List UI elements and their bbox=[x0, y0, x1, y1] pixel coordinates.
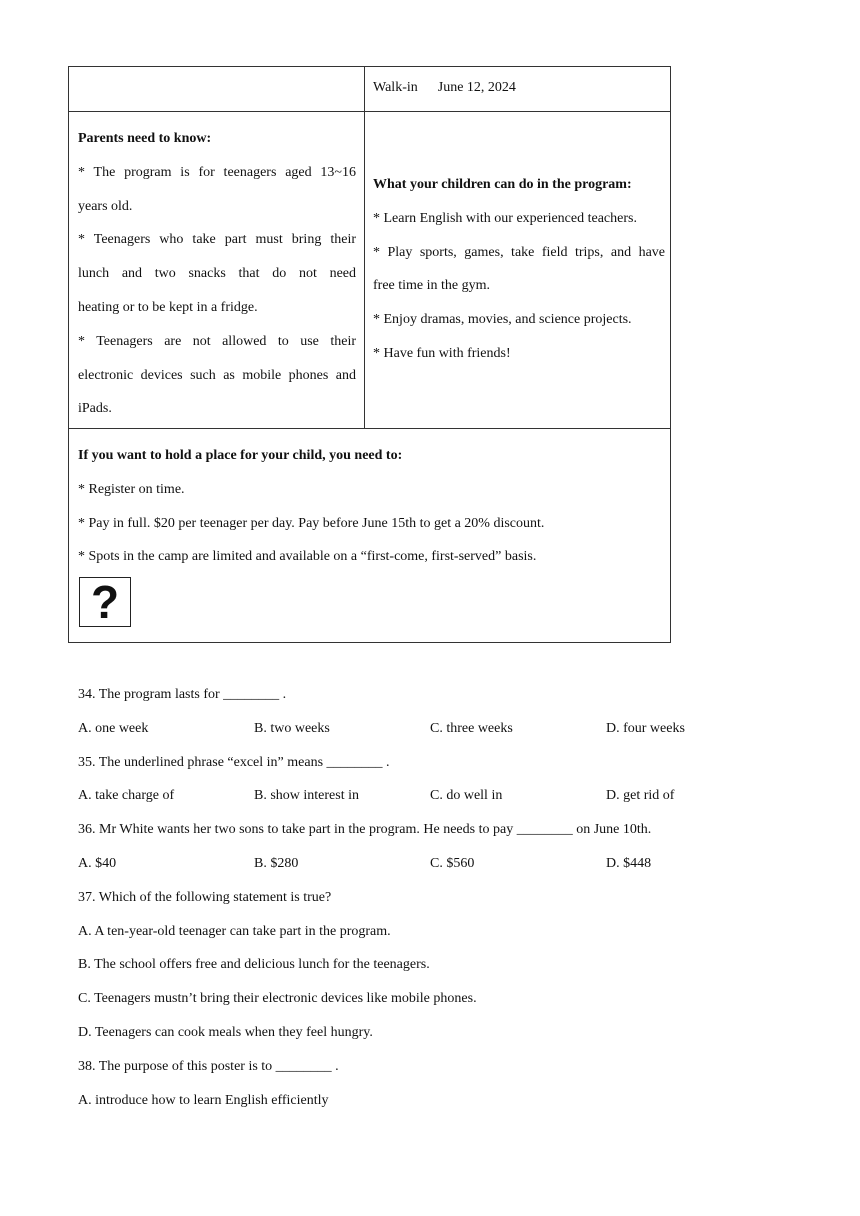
option-d: D. four weeks bbox=[606, 720, 685, 736]
question-34-stem: 34. The program lasts for ________ . bbox=[78, 687, 287, 702]
question-36-stem: 36. Mr White wants her two sons to take part in the program. He needs to pay ________ on June 10th. bbox=[78, 822, 652, 838]
option-c: C. do well in bbox=[430, 788, 503, 804]
question-34-options bbox=[78, 712, 778, 746]
parents-line: * Teenagers who take part must bring their bbox=[78, 232, 356, 248]
children-activities-list bbox=[373, 168, 665, 371]
parents-line: electronic devices such as mobile phones and bbox=[78, 367, 356, 383]
option-a: A. take charge of bbox=[78, 788, 175, 804]
question-35-stem: 35. The underlined phrase “excel in” means ________ . bbox=[78, 754, 390, 770]
question-37-stem: 37. Which of the following statement is true? bbox=[78, 889, 332, 905]
children-activities-cell bbox=[365, 112, 671, 429]
hold-place-cell bbox=[69, 429, 670, 642]
camp-poster-table bbox=[68, 66, 671, 643]
parents-line: heating or to be kept in a fridge. bbox=[78, 299, 258, 315]
question-38-stem: 38. The purpose of this poster is to ________ . bbox=[78, 1058, 339, 1074]
children-heading: What your children can do in the program: bbox=[373, 177, 632, 192]
walkin-line bbox=[373, 80, 516, 96]
question-38-option-a: A. introduce how to learn English efficiently bbox=[78, 1092, 329, 1108]
poster-cell-walkin bbox=[365, 67, 671, 112]
walkin-date: June 12, 2024 bbox=[437, 80, 516, 95]
question-37-option-b: B. The school offers free and delicious lunch for the teenagers. bbox=[78, 957, 430, 973]
hold-place-line: * Pay in full. $20 per teenager per day. Pay before June 15th to get a 20% discount. bbox=[78, 515, 545, 531]
parents-line: years old. bbox=[78, 198, 133, 214]
option-a: A. one week bbox=[78, 720, 149, 736]
option-d: D. get rid of bbox=[606, 788, 675, 804]
children-line: * Learn English with our experienced teachers. bbox=[373, 210, 637, 226]
option-b: B. $280 bbox=[254, 855, 299, 871]
option-b: B. show interest in bbox=[254, 788, 359, 804]
option-d: D. $448 bbox=[606, 855, 652, 871]
children-line: * Play sports, games, take field trips, and have bbox=[373, 244, 665, 260]
parents-line: * Teenagers are not allowed to use their bbox=[78, 333, 356, 349]
option-b: B. two weeks bbox=[254, 720, 330, 736]
parents-line: lunch and two snacks that do not need bbox=[78, 266, 356, 282]
question-35-options bbox=[78, 779, 778, 813]
hold-place-line: * Spots in the camp are limited and available on a “first-come, first-served” basis. bbox=[78, 549, 537, 565]
hold-place-heading: If you want to hold a place for your child, you need to: bbox=[78, 448, 403, 463]
option-a: A. $40 bbox=[78, 855, 117, 871]
children-line: free time in the gym. bbox=[373, 278, 491, 294]
question-36-options bbox=[78, 847, 778, 881]
question-37-option-a: A. A ten-year-old teenager can take part in the program. bbox=[78, 923, 391, 939]
parents-line: * The program is for teenagers aged 13~16 bbox=[78, 164, 356, 180]
question-37-option-d: D. Teenagers can cook meals when they feel hungry. bbox=[78, 1024, 373, 1040]
question-37-option-c: C. Teenagers mustn’t bring their electronic devices like mobile phones. bbox=[78, 991, 477, 1007]
option-c: C. three weeks bbox=[430, 720, 513, 736]
missing-image-icon: ? bbox=[79, 577, 131, 627]
parents-line: iPads. bbox=[78, 401, 112, 417]
questions-section bbox=[78, 678, 778, 1117]
children-line: * Have fun with friends! bbox=[373, 345, 511, 361]
children-line: * Enjoy dramas, movies, and science projects. bbox=[373, 312, 632, 328]
parents-need-to-know-cell bbox=[69, 112, 365, 429]
parents-heading: Parents need to know: bbox=[78, 131, 212, 146]
poster-cell-blank bbox=[69, 67, 365, 112]
option-c: C. $560 bbox=[430, 855, 475, 871]
walkin-label: Walk-in bbox=[373, 80, 418, 95]
hold-place-line: * Register on time. bbox=[78, 481, 185, 497]
